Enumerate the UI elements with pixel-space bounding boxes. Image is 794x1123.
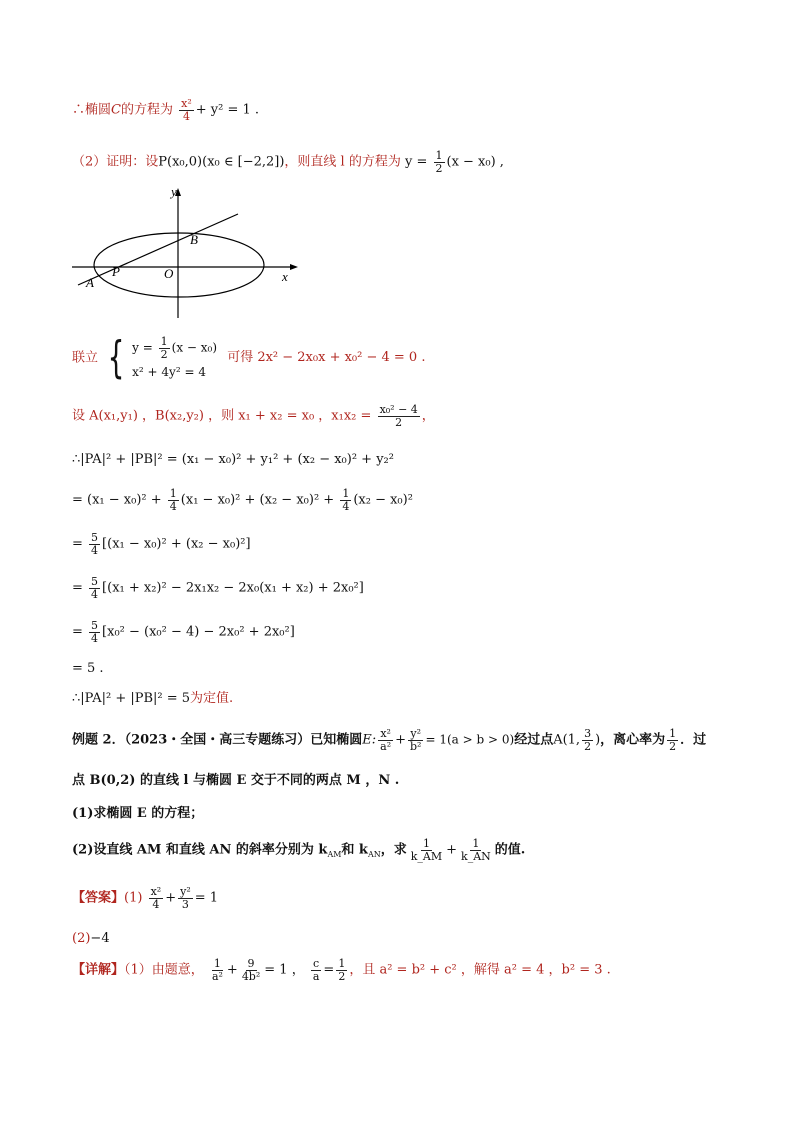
equation-rest: + y² = 1 . <box>195 102 260 118</box>
fraction <box>89 532 100 556</box>
text: ，离心率为 <box>600 732 666 748</box>
denominator: 4 <box>342 499 350 513</box>
point-b-label: B <box>190 232 198 247</box>
answer-line-2 <box>72 930 734 948</box>
x-label: x <box>282 269 288 284</box>
numerator: c <box>313 957 320 970</box>
text: (1) <box>124 890 143 906</box>
denominator: 4 <box>169 499 177 513</box>
vieta-line <box>72 404 734 428</box>
text: ∴|PA|² + |PB|² = 5 <box>72 691 191 706</box>
proof-setup-line <box>72 150 734 174</box>
conclusion-line <box>72 690 734 708</box>
question-1 <box>72 805 734 823</box>
numerator: 1 <box>669 727 677 740</box>
denominator: 3 <box>181 897 189 911</box>
fraction <box>409 838 444 862</box>
text: (x₂ − x₀)² <box>353 492 413 508</box>
text: ，且 a² = b² + c² ，解得 a² = 4 ，b² = 3 . <box>349 962 611 978</box>
numerator: 1 <box>472 837 480 850</box>
numerator: 1 <box>169 487 177 500</box>
text: ，则直线 l 的方程为 <box>284 154 401 170</box>
text: [x₀² − (x₀² − 4) − 2x₀² + 2x₀²] <box>102 624 295 640</box>
text: (2)设直线 AM 和直线 AN 的斜率分别为 k <box>72 842 328 858</box>
line-l <box>78 214 238 285</box>
text: + <box>446 842 458 858</box>
text: 点 B(0,2) 的直线 l 与椭圆 E 交于不同的两点 M ，N . <box>72 773 400 788</box>
text: ∴椭圆 <box>72 102 112 118</box>
text: + <box>226 962 238 978</box>
point-p-label: P <box>112 264 120 279</box>
example2-stem <box>72 728 734 752</box>
text: (2) <box>72 931 91 946</box>
text: = (x₁ − x₀)² + <box>72 492 162 508</box>
system-line <box>72 332 734 384</box>
subscript: AM <box>327 850 342 860</box>
text: ．过 <box>680 732 707 748</box>
fraction <box>89 576 100 600</box>
numerator: 5 <box>91 619 99 632</box>
fraction <box>149 886 164 910</box>
numerator: 1 <box>422 837 430 850</box>
var-c: C <box>111 102 121 118</box>
text: （1）由题意， <box>124 962 204 978</box>
denominator: 4b² <box>241 969 261 983</box>
fraction <box>378 728 393 752</box>
text: = <box>72 580 83 596</box>
fraction <box>582 728 593 752</box>
denominator: 4 <box>182 109 190 123</box>
denominator: 2 <box>395 415 403 429</box>
denominator: k_AM <box>410 849 443 863</box>
numerator: 5 <box>91 575 99 588</box>
denominator: 2 <box>160 347 168 361</box>
text: 的值. <box>494 842 526 858</box>
text: = <box>72 536 83 552</box>
eq-post: (x − x₀) , <box>446 154 504 170</box>
text: = <box>72 624 83 640</box>
fraction <box>311 958 322 982</box>
fraction <box>178 886 193 910</box>
text: 联立 <box>72 350 99 366</box>
denominator: 4 <box>91 631 99 645</box>
brace: { <box>107 332 125 384</box>
text: ) <box>595 732 601 748</box>
denominator: 2 <box>584 739 592 753</box>
question-2 <box>72 838 734 862</box>
point-a-label: A <box>86 275 94 290</box>
result-line <box>72 660 734 678</box>
x-axis-arrow <box>290 264 298 270</box>
numerator: x₀² − 4 <box>379 403 418 416</box>
example2-stem-cont <box>72 772 734 790</box>
text: = <box>323 962 335 978</box>
numerator: y² <box>410 727 422 740</box>
step-line-4 <box>72 620 734 644</box>
numerator: 1 <box>342 487 350 500</box>
numerator: y² <box>180 885 191 898</box>
fraction <box>340 488 351 512</box>
fraction <box>210 958 225 982</box>
fraction <box>240 958 262 982</box>
text: (x₁ − x₀)² + (x₂ − x₀)² + <box>180 492 335 508</box>
text: ，求 <box>380 842 407 858</box>
text: 例题 2．（2023・全国・高三专题练习）已知椭圆 <box>72 732 363 748</box>
system-result: 可得 2x² − 2x₀x + x₀² − 4 = 0 . <box>227 350 426 366</box>
equation-system <box>102 332 218 384</box>
detail-tag: 【详解】 <box>72 962 125 978</box>
numerator: 1 <box>338 957 346 970</box>
fraction <box>159 336 170 360</box>
var-e: E: <box>362 732 377 748</box>
fraction <box>434 150 445 174</box>
text: + <box>395 732 407 748</box>
text: [(x₁ − x₀)² + (x₂ − x₀)²] <box>102 536 251 552</box>
subscript: AN <box>367 850 381 860</box>
ellipse-equation-line <box>72 98 734 122</box>
answer-tag: 【答案】 <box>72 890 125 906</box>
text: 设 A(x₁,y₁) ，B(x₂,y₂) ，则 x₁ + x₂ = x₀ ，x₁x₂ = <box>72 408 372 424</box>
sum-squares-line <box>72 451 734 469</box>
fraction <box>89 620 100 644</box>
text: (1)求椭圆 E 的方程； <box>72 806 204 821</box>
fraction <box>459 838 493 862</box>
fraction <box>408 728 423 752</box>
text: + <box>165 890 177 906</box>
text: 和 k <box>341 842 368 858</box>
step-line-3 <box>72 576 734 600</box>
numerator: x² <box>181 97 192 110</box>
system-row-2: x² + 4y² = 4 <box>132 365 206 380</box>
fraction <box>667 728 678 752</box>
numerator: 1 <box>435 149 443 162</box>
y-label: y <box>171 184 177 199</box>
fraction <box>336 958 347 982</box>
text: = 1 ， <box>264 962 305 978</box>
denominator: 4 <box>91 543 99 557</box>
denominator: 4 <box>152 897 160 911</box>
denominator: a² <box>380 739 392 753</box>
denominator: a <box>312 969 320 983</box>
text: A(1, <box>553 732 581 748</box>
step-line-1 <box>72 488 734 512</box>
numerator: 5 <box>91 531 99 544</box>
text: 经过点 <box>514 732 554 748</box>
detail-line <box>72 958 734 982</box>
denominator: 2 <box>669 739 677 753</box>
text: = 1(a > b > 0) <box>425 732 515 747</box>
text: ∴|PA|² + |PB|² = (x₁ − x₀)² + y₁² + (x₂ − x₀)² + y₂² <box>72 452 394 467</box>
text: [(x₁ + x₂)² − 2x₁x₂ − 2x₀(x₁ + x₂) + 2x₀²] <box>102 580 364 596</box>
eq-pre: y = <box>132 340 153 355</box>
text: = 5 . <box>72 661 104 676</box>
denominator: a² <box>211 969 223 983</box>
denominator: 2 <box>435 161 443 175</box>
eq-pre: y = <box>404 154 428 170</box>
numerator: 3 <box>584 727 592 740</box>
fraction <box>378 404 420 428</box>
text: （2）证明：设 <box>72 154 159 170</box>
text: 为定值. <box>190 691 234 706</box>
denominator: 2 <box>338 969 346 983</box>
denominator: k_AN <box>461 849 491 863</box>
text: 的方程为 <box>120 102 173 118</box>
fraction <box>179 98 194 122</box>
origin-label: O <box>164 266 174 281</box>
step-line-2 <box>72 532 734 556</box>
numerator: 9 <box>247 957 255 970</box>
denominator: b² <box>410 739 422 753</box>
ellipse-diagram <box>72 184 304 320</box>
fraction <box>168 488 179 512</box>
denominator: 4 <box>91 587 99 601</box>
numerator: 1 <box>160 335 168 348</box>
numerator: x² <box>150 885 162 898</box>
eq-post: (x − x₀) <box>171 340 218 355</box>
text: = 1 <box>194 890 219 906</box>
answer-line <box>72 886 734 910</box>
system-rows <box>132 336 217 380</box>
point-p-def: P(x₀,0)(x₀ ∈ [−2,2]) <box>158 154 285 170</box>
text: −4 <box>90 931 110 946</box>
numerator: x² <box>380 727 391 740</box>
text: ， <box>421 408 435 424</box>
system-row-1 <box>132 336 217 360</box>
numerator: 1 <box>213 957 221 970</box>
